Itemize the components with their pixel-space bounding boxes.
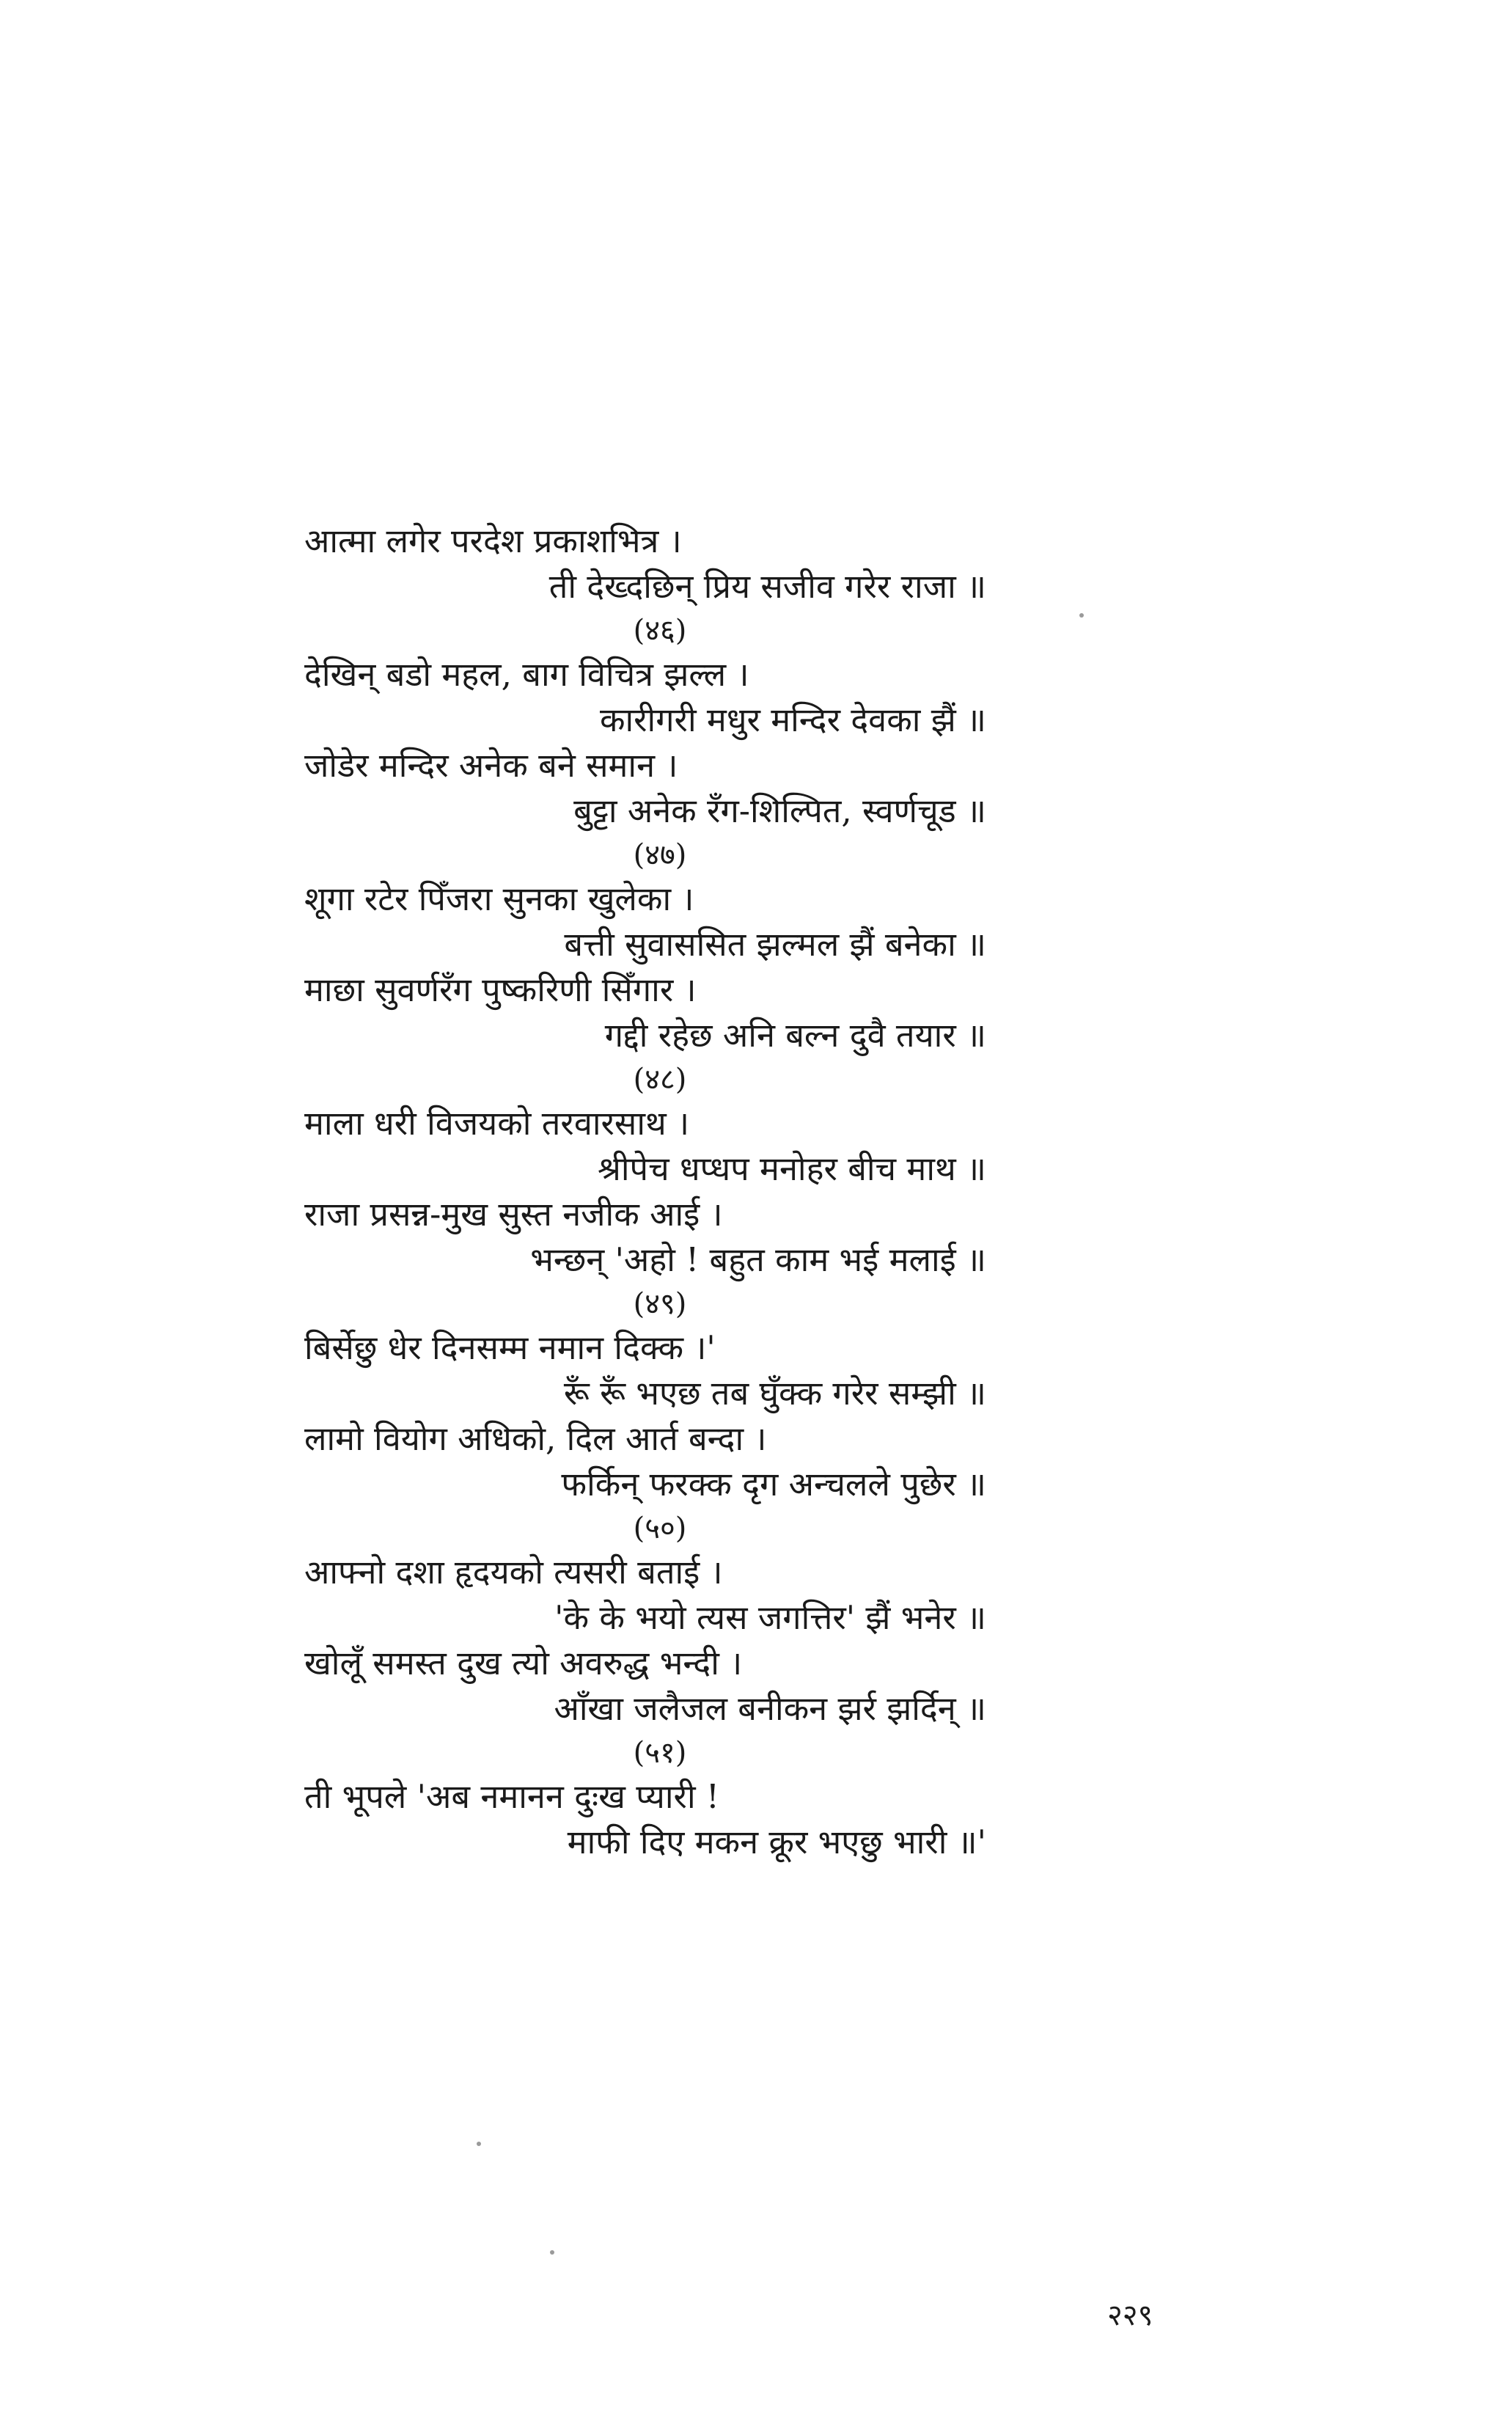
verse-line: बिर्सेछु धेर दिनसम्म नमान दिक्क ।' [304, 1328, 716, 1367]
verse-line: रूँ रूँ भएछ तब घुँक्क गरेर सम्झी ॥ [563, 1374, 986, 1413]
scan-speck [1079, 613, 1084, 618]
verse-number: (४८) [633, 1063, 687, 1096]
verse-line: शूगा रटेर पिँजरा सुनका खुलेका । [304, 879, 694, 918]
verse-line: ती भूपले 'अब नमानन दुःख प्यारी ! [304, 1777, 720, 1816]
verse-line: ती देख्दछिन् प्रिय सजीव गरेर राजा ॥ [548, 567, 986, 606]
verse-line: लामो वियोग अधिको, दिल आर्त बन्दा । [304, 1419, 767, 1458]
verse-line: देखिन् बडो महल, बाग विचित्र झल्ल । [304, 655, 749, 694]
poem-text [304, 519, 986, 1865]
verse-line: गद्दी रहेछ अनि बल्न दुवै तयार ॥ [604, 1016, 986, 1055]
verse-line: कारीगरी मधुर मन्दिर देवका झैं ॥ [599, 700, 986, 739]
verse-block [304, 1507, 986, 1732]
verse-line: आफ्नो दशा हृदयको त्यसरी बताई । [304, 1553, 723, 1592]
scan-speck [550, 2250, 554, 2255]
verse-line: फर्किन् फरक्क दृग अन्चलले पुछेर ॥ [561, 1465, 986, 1504]
verse-line: बत्ती सुवाससित झल्मल झैं बनेका ॥ [564, 925, 986, 964]
verse-line: माफी दिए मकन क्रूर भएछु भारी ॥' [567, 1823, 986, 1861]
verse-line: 'के के भयो त्यस जगत्तिर' झैं भनेर ॥ [554, 1598, 986, 1637]
verse-block [304, 519, 986, 609]
verse-number: (४७) [633, 838, 687, 872]
verse-number: (४६) [633, 614, 687, 648]
verse-line: आँखा जलैजल बनीकन झर्र झर्दिन् ॥ [554, 1689, 986, 1728]
scan-speck [477, 2142, 481, 2146]
verse-line: खोलूँ समस्त दुख त्यो अवरुद्ध भन्दी । [304, 1644, 743, 1682]
verse-number: (५०) [633, 1512, 687, 1545]
verse-line: राजा प्रसन्न-मुख सुस्त नजीक आई । [304, 1195, 723, 1234]
verse-number: (५१) [633, 1736, 687, 1770]
verse-number: (४९) [633, 1287, 687, 1321]
page-number: २२९ [1107, 2299, 1153, 2332]
verse-block [304, 1283, 986, 1507]
verse-line: माछा सुवर्णरँग पुष्करिणी सिँगार । [304, 970, 697, 1009]
verse-block [304, 834, 986, 1058]
verse-line: जोडेर मन्दिर अनेक बने समान । [304, 746, 678, 785]
verse-line: श्रीपेच धप्धप मनोहर बीच माथ ॥ [598, 1149, 986, 1188]
verse-line: बुट्टा अनेक रँग-शिल्पित, स्वर्णचूड ॥ [573, 791, 986, 830]
verse-line: भन्छन् 'अहो ! बहुत काम भई मलाई ॥ [530, 1240, 986, 1279]
verse-block [304, 609, 986, 834]
verse-line: आत्मा लगेर परदेश प्रकाशभित्र । [304, 521, 682, 560]
verse-block [304, 1058, 986, 1283]
verse-line: माला धरी विजयको तरवारसाथ । [304, 1104, 690, 1143]
verse-block [304, 1732, 986, 1865]
